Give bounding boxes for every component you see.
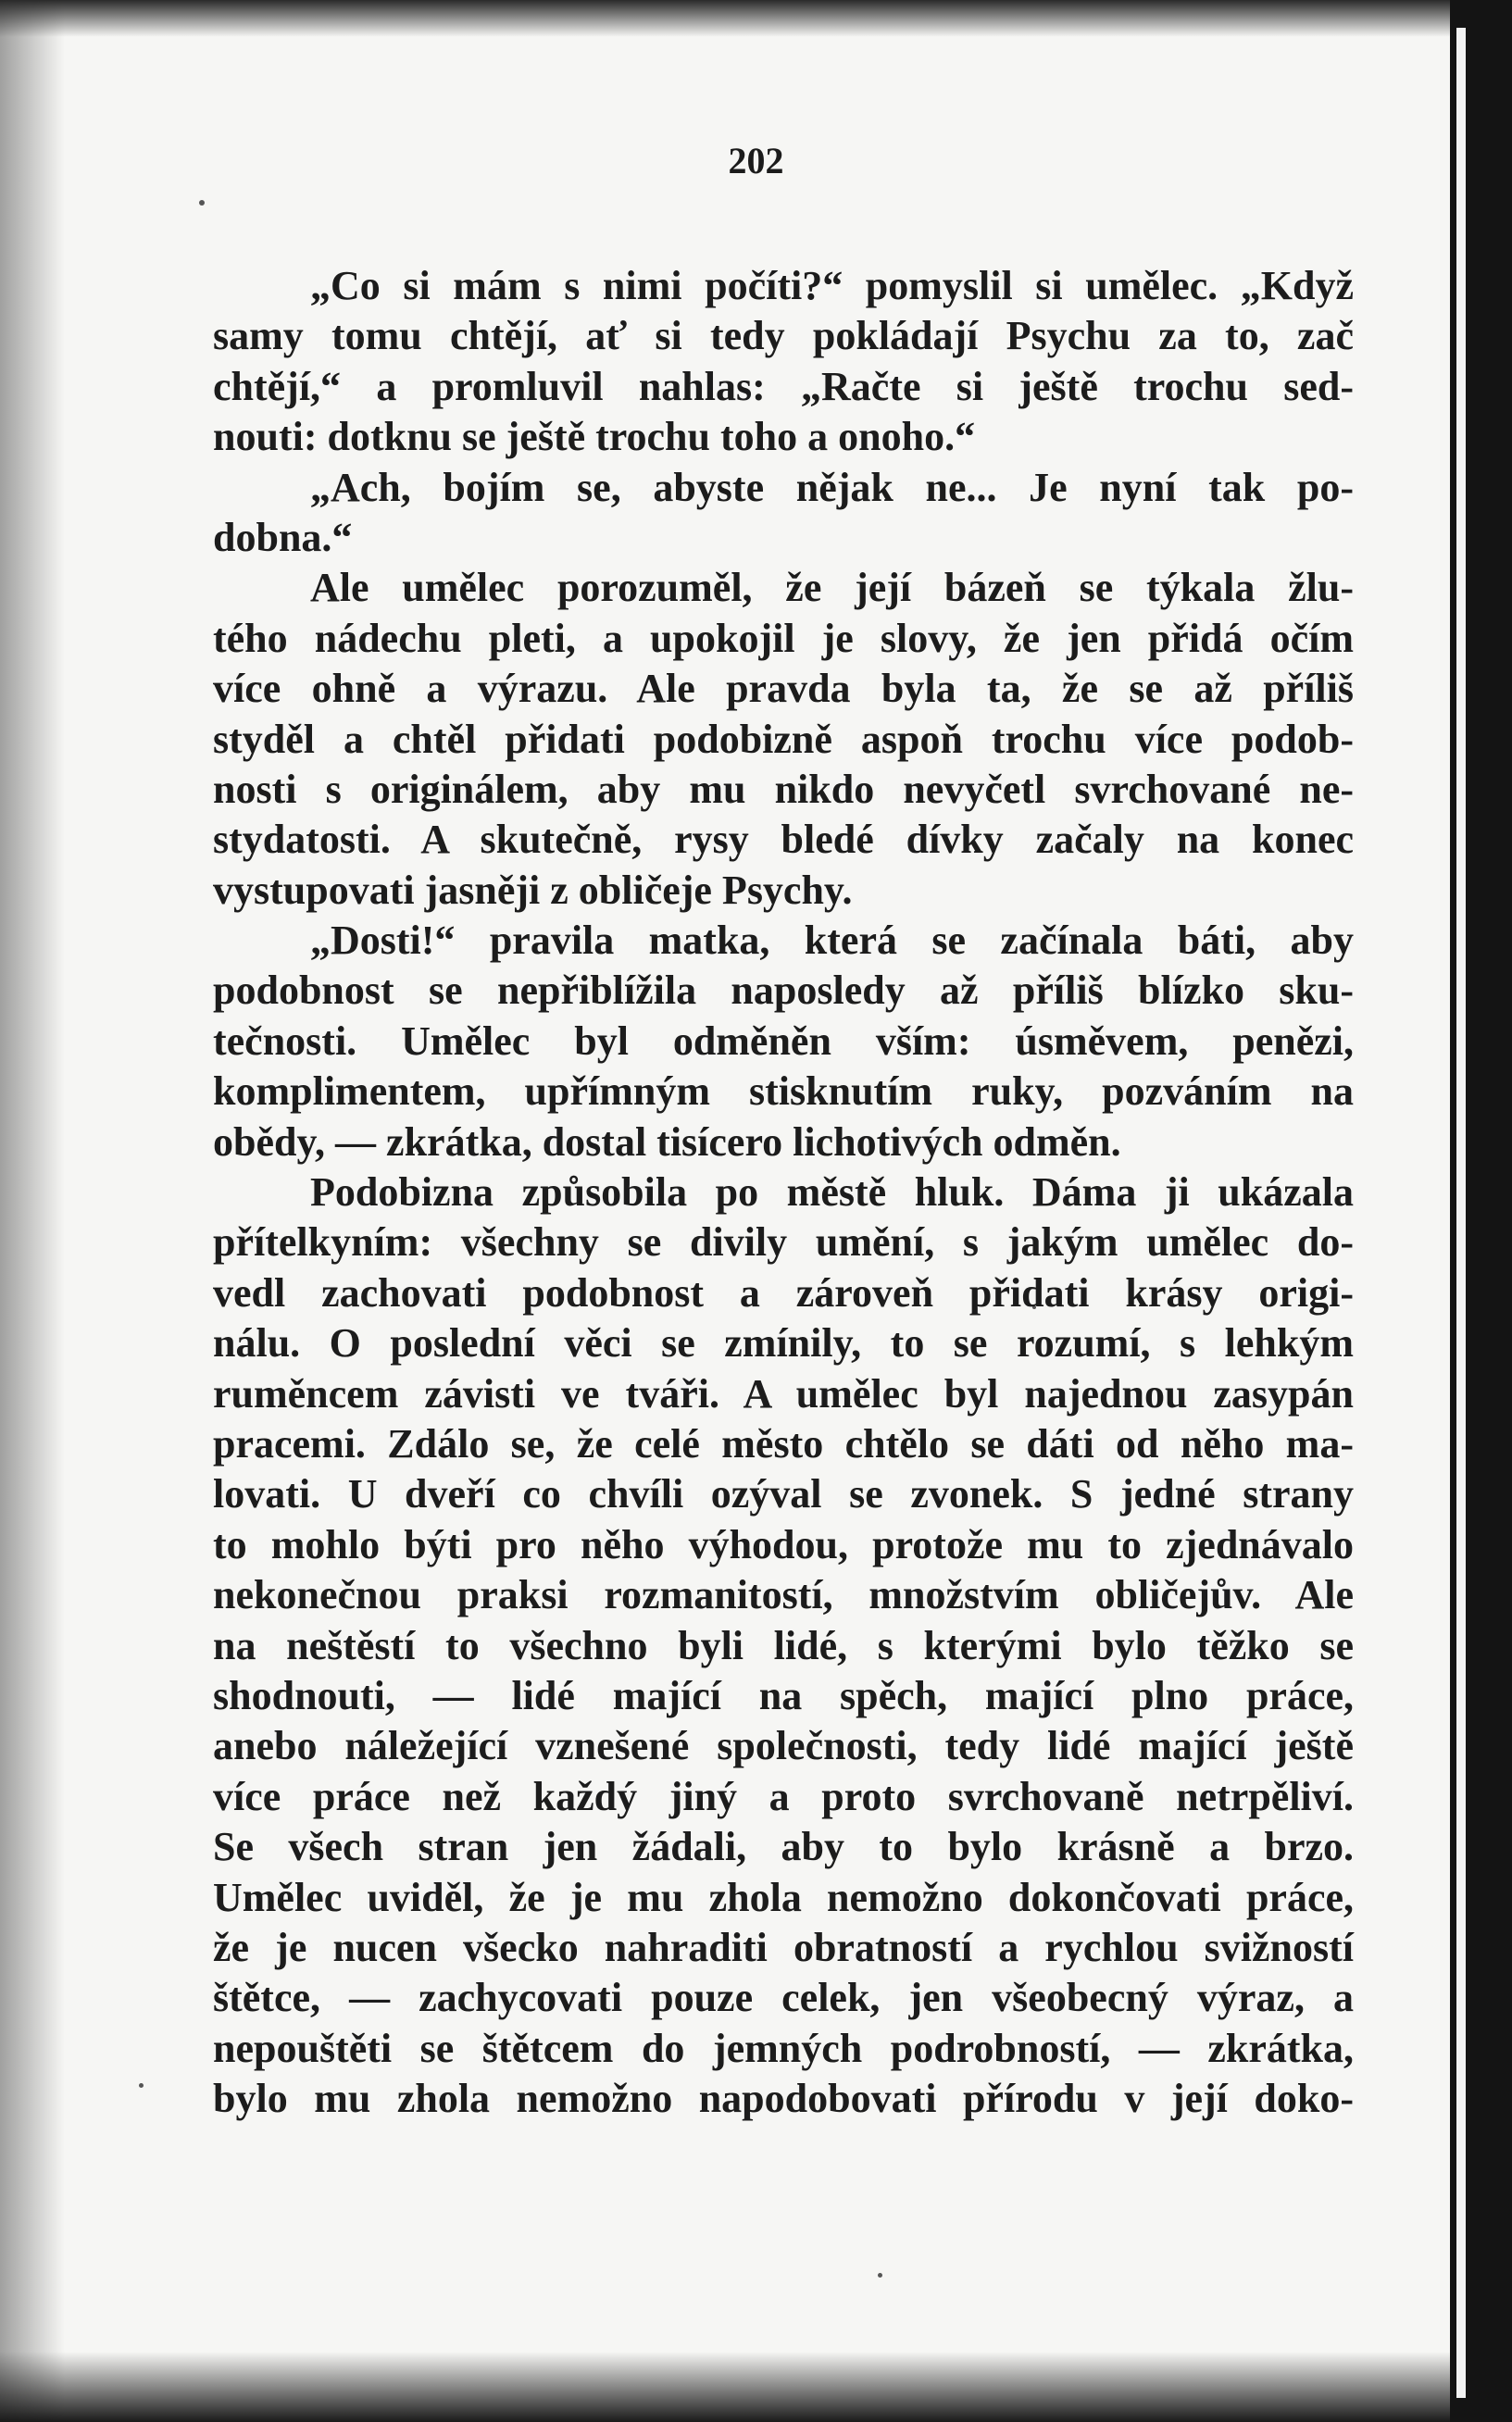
text-line: štětce, — zachycovati pouze celek, jen všeobecný výraz, a	[213, 1975, 1354, 2021]
text-line: Podobizna způsobila po městě hluk. Dáma ji ukázala	[310, 1169, 1354, 1216]
text-line: tečnosti. Umělec byl odměněn vším: úsměvem, penězi,	[213, 1017, 1354, 1064]
text-line: Ale umělec porozuměl, že její bázeň se týkala žlu-	[310, 565, 1354, 611]
text-line: vedl zachovati podobnost a zároveň přidati krásy origi-	[213, 1269, 1354, 1316]
text-line: nálu. O poslední věci se zmínily, to se rozumí, s lehkým	[213, 1320, 1354, 1367]
text-line: nekonečnou praksi rozmanitostí, množstvím obličejův. Ale	[213, 1572, 1354, 1618]
text-line: anebo náležející vznešené společnosti, tedy lidé mající ještě	[213, 1723, 1354, 1769]
text-line: lovati. U dveří co chvíli ozýval se zvonek. S jedné strany	[213, 1471, 1354, 1517]
text-line: nouti: dotknu se ještě trochu toho a onoho.“	[213, 414, 976, 460]
text-line: dobna.“	[213, 514, 353, 560]
text-line: samy tomu chtějí, ať si tedy pokládají Psychu za to, zač	[213, 313, 1354, 359]
text-line: více ohně a výrazu. Ale pravda byla ta, že se až příliš	[213, 666, 1354, 712]
text-line: ruměncem závisti ve tváři. A umělec byl najednou zasypán	[213, 1370, 1354, 1417]
scan-shadow	[0, 0, 65, 2422]
text-line: bylo mu zhola nemožno napodobovati přírodu v její doko-	[213, 2076, 1354, 2122]
text-line: více práce než každý jiný a proto svrchovaně netrpěliví.	[213, 1773, 1354, 1819]
text-line: chtějí,“ a promluvil nahlas: „Račte si ještě trochu sed-	[213, 363, 1354, 409]
text-line: to mohlo býti pro něho výhodou, protože mu to zjednávalo	[213, 1521, 1354, 1567]
page-edge-highlight	[1456, 28, 1466, 2398]
text-line: Umělec uviděl, že je mu zhola nemožno dokončovati práce,	[213, 1874, 1354, 1920]
text-line: na neštěstí to všechno byli lidé, s kterými bylo těžko se	[213, 1622, 1354, 1668]
text-line: obědy, — zkrátka, dostal tisícero lichotivých odměn.	[213, 1118, 1121, 1165]
text-line: „Dosti!“ pravila matka, která se začínala báti, aby	[310, 918, 1354, 964]
text-line: komplimentem, upřímným stisknutím ruky, pozváním na	[213, 1068, 1354, 1115]
print-speck	[199, 200, 205, 206]
text-line: stydatosti. A skutečně, rysy bledé dívky začaly na konec	[213, 817, 1354, 863]
scan-top-edge	[0, 0, 1512, 37]
text-line: vystupovati jasněji z obličeje Psychy.	[213, 867, 853, 913]
text-line: tého nádechu pleti, a upokojil je slovy, že jen přidá očím	[213, 615, 1354, 661]
text-line: styděl a chtěl přidati podobizně aspoň trochu více podob-	[213, 716, 1354, 762]
scan-bottom-edge	[0, 2352, 1512, 2422]
text-line: že je nucen všecko nahraditi obratností a rychlou svižností	[213, 1924, 1354, 1970]
text-line: Se všech stran jen žádali, aby to bylo krásně a brzo.	[213, 1824, 1354, 1870]
text-line: „Ach, bojím se, abyste nějak ne... Je nyní tak po-	[310, 464, 1354, 510]
text-line: pracemi. Zdálo se, že celé město chtělo se dáti od něho ma-	[213, 1420, 1354, 1467]
print-speck	[139, 2083, 144, 2088]
print-speck	[878, 2273, 882, 2278]
text-line: přítelkyním: všechny se divily umění, s jakým umělec do-	[213, 1219, 1354, 1266]
page-number: 202	[728, 140, 784, 181]
text-line: shodnouti, — lidé mající na spěch, mající plno práce,	[213, 1672, 1354, 1718]
text-line: nepouštěti se štětcem do jemných podrobností, — zkrátka,	[213, 2025, 1354, 2071]
text-line: nosti s originálem, aby mu nikdo nevyčetl svrchované ne-	[213, 766, 1354, 812]
text-line: podobnost se nepřiblížila naposledy až příliš blízko sku-	[213, 968, 1354, 1014]
body-text	[213, 261, 1354, 2124]
text-line: „Co si mám s nimi počíti?“ pomyslil si umělec. „Když	[310, 263, 1354, 308]
